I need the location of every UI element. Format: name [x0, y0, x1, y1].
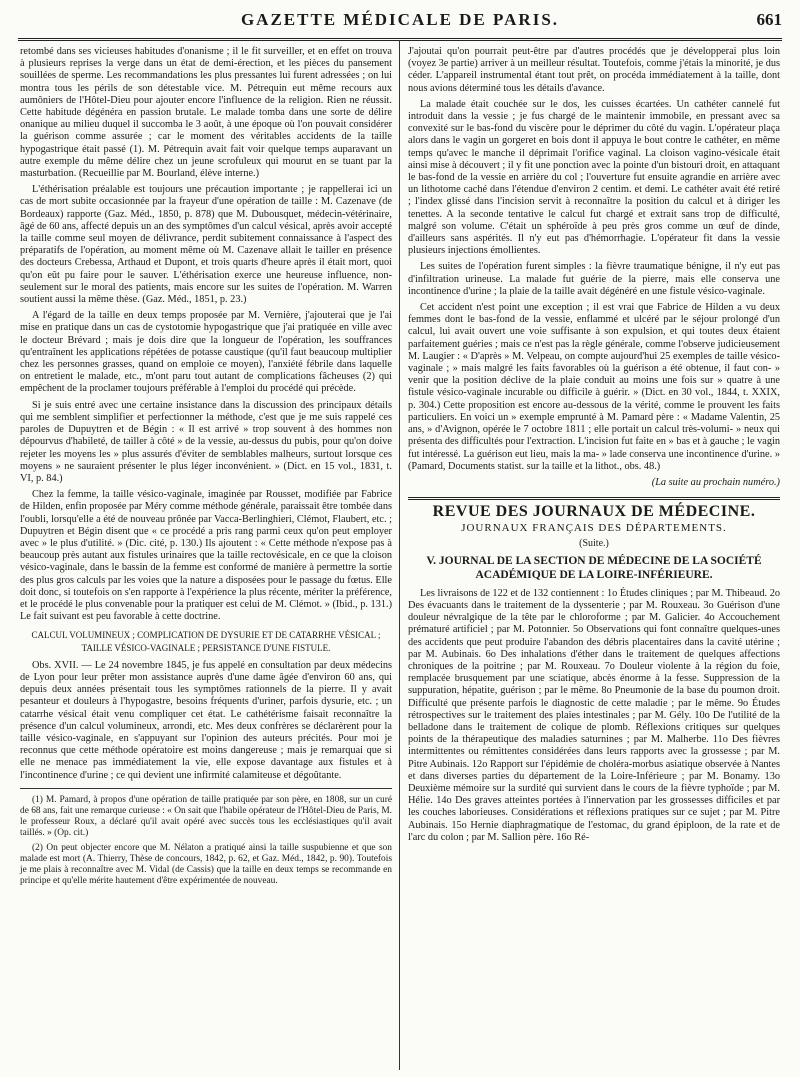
journal-title: GAZETTE MÉDICALE DE PARIS. — [240, 10, 560, 29]
revue-subtitle: JOURNAUX FRANÇAIS DES DÉPARTEMENTS. — [461, 522, 727, 535]
paragraph: A l'égard de la taille en deux temps proposée par M. Vernière, j'ajouterai que je l'ai mise en pratique dans un cas de cystotomie hypogastrique que j'ai pratiquée en ville avec le docteur Brévard ; mais je dois dire que la longueur de l'opération, les souffrances qu'entraînent les applications répétées de potasse caustique (qu'il faut beaucoup multiplier chez les personnes grasses, quand on emploie ce moyen), l'anxiété fébrile dans laquelle on entretient le malade, etc., m'ont paru tout autant de complications fâcheuses (2) qui empêchent de la proclamer toujours préférable à l'emploi du procédé qui précède. — [20, 310, 392, 395]
paragraph: J'ajoutai qu'on pourrait peut-être par d'autres procédés que je développerai plus loin (voyez 3e partie) arriver à un meilleur résultat. Toutefois, comme j'étais la minorité, je dus céder. L'appareil instrumental étant tout prêt, on procéda immédiatement à la taille, dont nous avions déterminé tous les détails d'avance. — [408, 46, 780, 94]
column-divider — [399, 40, 400, 1070]
page-header — [18, 8, 782, 41]
left-column — [20, 46, 392, 891]
paragraph: La malade était couchée sur le dos, les cuisses écartées. Un cathéter cannelé fut introduit dans la vessie ; je fus chargé de le maintenir immobile, en pressant avec sa convexité sur le bas-fond du viscère pour le déprimer du côté du vagin. L'opérateur plaça alors dans le vagin un gorgeret en bois dont il appuya le bout contre le cathéter, en même temps qu'avec le manche il déprimait l'orifice vaginal. La cloison vagino-vésicale était ainsi mise à découvert ; il y fit une ponction avec la pointe d'un bistouri droit, en attaquant le bas-fond de la vessie en arrière du col ; l'ouverture fut ensuite agrandie en arrière avec un lithotome caché dans l'étendue d'environ 2 centim. et demi. Le cathéter avait été retiré ; l'index glissé dans l'incision servit à reconnaître la position du calcul et à diriger les tenettes. A la seconde tentative le calcul fut chargé et extrait sans trop de difficulté, malgré son volume. C'était un sphéroïde à peu près gros comme un œuf de dinde, d'ailleurs sans aspérités. Il n'y eut pas d'hémorrhagie. L'opérateur fit dans la vessie plusieurs injections émollientes. — [408, 98, 780, 257]
paragraph: Les livraisons de 122 et de 132 contiennent : 1o Études cliniques ; par M. Thibeaud. 2o Des évacuants dans le traitement de la dyssenterie ; par M. Rouxeau. 3o Guérison d'une douleur névralgique de la tête par le chloroforme ; par M. Galicier. 4o Accouchement prématuré artificiel ; par M. Potonnier. 5o Observations qui font connaître quelques-unes des accidents que peut produire l'abandon des débris placentaires dans la cavité utérine ; par M. Aubinais. 6o Des inhalations d'éther dans le traitement de quelques affections chroniques de la poitrine ; par M. Rouxeau. 7o Douleur violente à la région du foie, remplacée brusquement par une sciatique, abcès énorme à la fesse. Suppression de la suppuration, hépatite, guérison ; par le même. 8o Pneumonie de la base du poumon droit. Difficulté que présente parfois le diagnostic de cette maladie ; par le même. 9o Études rétrospectives sur le traitement des plaies intestinales ; par M. Gély. 10o De l'utilité de la belladone dans le traitement de colique de plomb. Réflexions critiques sur quelques points de la thérapeutique des maladies saturnines ; par M. Malherbe. 11o Des fièvres intermittentes ou rémittentes considérées dans leurs rapports avec la grossesse ; par M. Pitre Aubinais. 12o Rapport sur l'épidémie de choléra-morbus asiatique observée à Nantes et dans diverses parties du département de la Loire-Inférieure ; par M. Bonamy. 13o Deuxième mémoire sur la surdité qui survient dans le cours de la fièvre typhoïde ; par M. Hélie. 14o Des graves atteintes portées à l'innervation par les grossesses difficiles et par les couches laborieuses. Considérations et réflexions pratiques sur ce sujet ; par M. Pitre Aubinais. 15o Hernie diaphragmatique de l'estomac, du grand épiploon, de la rate et de l'arc du colon ; par M. Sallion père. 16o Ré- — [408, 587, 780, 843]
section-title: V. JOURNAL DE LA SECTION DE MÉDECINE DE LA SOCIÉTÉ ACADÉMIQUE DE LA LOIRE-INFÉRIEURE. — [426, 554, 762, 581]
revue-title: REVUE DES JOURNAUX DE MÉDECINE. — [432, 503, 756, 521]
page-number: 661 — [756, 10, 782, 29]
paragraph: Cet accident n'est point une exception ; il est vrai que Fabrice de Hilden a vu deux femmes dont le bas-fond de la vessie, enflammé et ulcéré par le séjour prolongé d'un calcul, lui avait ouvert une voie suffisante à son expulsion, et qui toutes deux étaient parfaitement guéries ; mais ce n'est pas la règle générale, comme l'observe judicieusement M. Laugier : « D'après » M. Velpeau, on compte aujourd'hui 25 exemples de taille vésico-vaginale ; » mais malgré les faits favorables où la guérison a été obtenue, il faut con- » venir que la position déclive de la plaie conduit au moins une fois sur » quatre à une fistule vésico-vaginale incurable ou difficile à guérir. » (Dict. en 30 vol., 1844, t. XXIX, p. 304.) Cette proposition est encore au-dessous de la vérité, comme le prouvent les faits particuliers. En voici un » exemple emprunté à M. Pamard père : « Madame Valentin, 25 ans, » d'Avignon, opérée le 7 octobre 1811 ; elle portait un calcul très-volumi- » neux qui présenta des difficultés pour l'extraction. L'incision fut faite en » bas et à gauche ; le vagin fut intéressé. La guérison eut lieu, mais la ma- » lade conserva une incontinence d'urine. » (Pamard, Documents statist. sur la taille et la lithot., obs. 48.) — [408, 302, 780, 472]
continuation-note: (La suite au prochain numéro.) — [651, 476, 780, 488]
footnote: (1) M. Pamard, à propos d'une opération de taille pratiquée par son père, en 1808, sur un curé de 68 ans, fait une remarque curieuse : « On sait que l'habile opérateur de l'Hôtel-Dieu de Paris, M. le professeur Roux, a déclaré qu'il avait opéré avec succès tous les ecclésiastiques qu'il avait taillés. » (Op. cit.) — [20, 794, 392, 838]
section-rule — [408, 497, 780, 500]
paragraph: retombé dans ses vicieuses habitudes d'onanisme ; il le fit surveiller, et en effet on trouva à plusieurs reprises la verge dans un état de demi-érection, et les pièces du pansement souillées de sperme. Les recommandations les plus pressantes lui furent adressées ; on lui montra tous les périls de son détestable vice. M. Pétrequin eut même recours aux aumôniers de l'Hôtel-Dieu pour ajouter encore l'influence de la religion. Rien ne réussit. Cette habitude dégénéra en passion brutale. Le malade tomba dans une sorte de délire onanique au milieu duquel il succomba le 3 août, à une époque où l'on pouvait considérer la guérison comme assurée ; car le moment des véritables accidents de la taille hypogastrique était passé (1). M. Pétrequin avait fait voir quelque temps auparavant un autre exemple du même délire chez un jeune scrofuleux qui mourut en se tuant par la masturbation. (Recueillie par M. Bourland, élève interne.) — [20, 46, 392, 180]
observation-heading: CALCUL VOLUMINEUX ; COMPLICATION DE DYSURIE ET DE CATARRHE VÉSICAL ; TAILLE VÉSICO-VAGINALE ; PERSISTANCE D'UNE FISTULE. — [31, 630, 381, 653]
footnote-rule — [20, 788, 392, 789]
paragraph: Les suites de l'opération furent simples : la fièvre traumatique bénigne, il n'y eut pas d'infiltration urineuse. La malade fut guérie de la pierre, mais elle conserva une incontinence d'urine ; la plaie de la taille avait dégénéré en une fistule vésico-vaginale. — [408, 261, 780, 297]
revue-suite: (Suite.) — [579, 537, 609, 549]
right-column — [408, 46, 780, 848]
paragraph: Obs. XVII. — Le 24 novembre 1845, je fus appelé en consultation par deux médecins de Lyon pour leur prêter mon assistance auprès d'une dame âgée d'environ 60 ans, qui depuis deux années présentait tous les symptômes rationnels de la pierre. Il y avait pesanteur et douleurs à l'hypogastre, besoins fréquents d'uriner, parfois dysurie, etc. ; un catarrhe vésical était venu compliquer cet état. Le cathétérisme faisait reconnaître la présence d'un calcul volumineux, arrondi, etc. Mes deux confrères se déclarèrent pour la taille vésico-vaginale, en s'appuyant sur l'opinion des auteurs précités. Pour moi je reconnus que cette méthode opératoire est moins dangereuse ; mais je remarquai que si elle ne menace pas immédiatement la vie, elle expose davantage aux fistules et à l'incontinence d'urine ; ce qui devient une infirmité calamiteuse et dégoûtante. — [20, 659, 392, 781]
footnote: (2) On peut objecter encore que M. Nélaton a pratiqué ainsi la taille suspubienne et que son malade est mort (A. Thierry, Thèse de concours, 1842, p. 62, et Gaz. Méd., 1842, p. 90). Toutefois je me plais à reconnaître avec M. Vidal (de Cassis) que la taille en deux temps se recommande en principe et qu'elle mérite hautement d'être expérimentée de nouveau. — [20, 842, 392, 886]
paragraph: L'éthérisation préalable est toujours une précaution importante ; je rappellerai ici un cas de mort subite occasionnée par la frayeur d'une opération de taille : M. Cazenave (de Bordeaux) rapporte (Gaz. Méd., 1850, p. 878) que M. Dubousquet, médecin-vétérinaire, âgé de 60 ans, affecté depuis un an des symptômes d'un calcul vésical, après avoir accepté la taille comme seul moyen de délivrance, perdit subitement connaissance à l'aspect des préparatifs de l'opération, au moment même où M. Cazenave allait le tailler en présence des docteurs Crebessa, Arthaud et Dupont, et trois quarts d'heure après il était mort, quoi qu'on eût pu faire pour le sauver. L'éthérisation exerce une heureuse influence, non-seulement sur le moral des patients, mais encore sur les suites de l'opération. M. Warren soutient aussi la même thèse. (Gaz. Méd., 1851, p. 23.) — [20, 184, 392, 306]
paragraph: Chez la femme, la taille vésico-vaginale, imaginée par Rousset, modifiée par Fabrice de Hilden, enfin proposée par Méry comme méthode générale, paraissait être tombée dans l'oubli, lorsqu'elle a été de nouveau prônée par Vacca-Berlinghieri, Clémot, Flaubert, etc. ; Dupuytren et Bégin disent que « ce procédé a pris rang parmi ceux qu'on peut employer avec » le plus d'utilité. » (Dic. cité, p. 130.) Ils ajoutent : « Cette méthode n'expose pas à beaucoup près autant aux fistules urinaires que la taille rectovésicale, en ce que la cloison vésico-vaginale, dans le bassin de la femme est conformé de manière à permettre la sortie des plus gros calculs par les voies que la nature a disposées pour le passage du fœtus. Elle doit donc, si toutefois on s'en rapporte à l'expérience la plus récente, mériter la préférence, et le procédé le plus convenable pour la pratiquer est celui de M. Clémot. » (Ibid., p. 131.) Le fait suivant est peu favorable à cette doctrine. — [20, 489, 392, 623]
paragraph: Si je suis entré avec une certaine insistance dans la discussion des principaux détails qui me semblent simplifier et perfectionner la méthode, c'est que je me suis rappelé ces paroles de Dupuytren et de Bégin : « Il est arrivé » trop souvent à des hommes non dépourvus d'habileté, de tailler à côté » de la vessie, au-dessus du pubis, pour qu'on doive rejeter les moyens les » plus assurés d'éviter de semblables malheurs, surtout lorsque ces moyens » ne sauraient présenter le plus léger inconvénient. » (Dict. en 15 vol., 1831, t. VI, p. 84.) — [20, 399, 392, 484]
